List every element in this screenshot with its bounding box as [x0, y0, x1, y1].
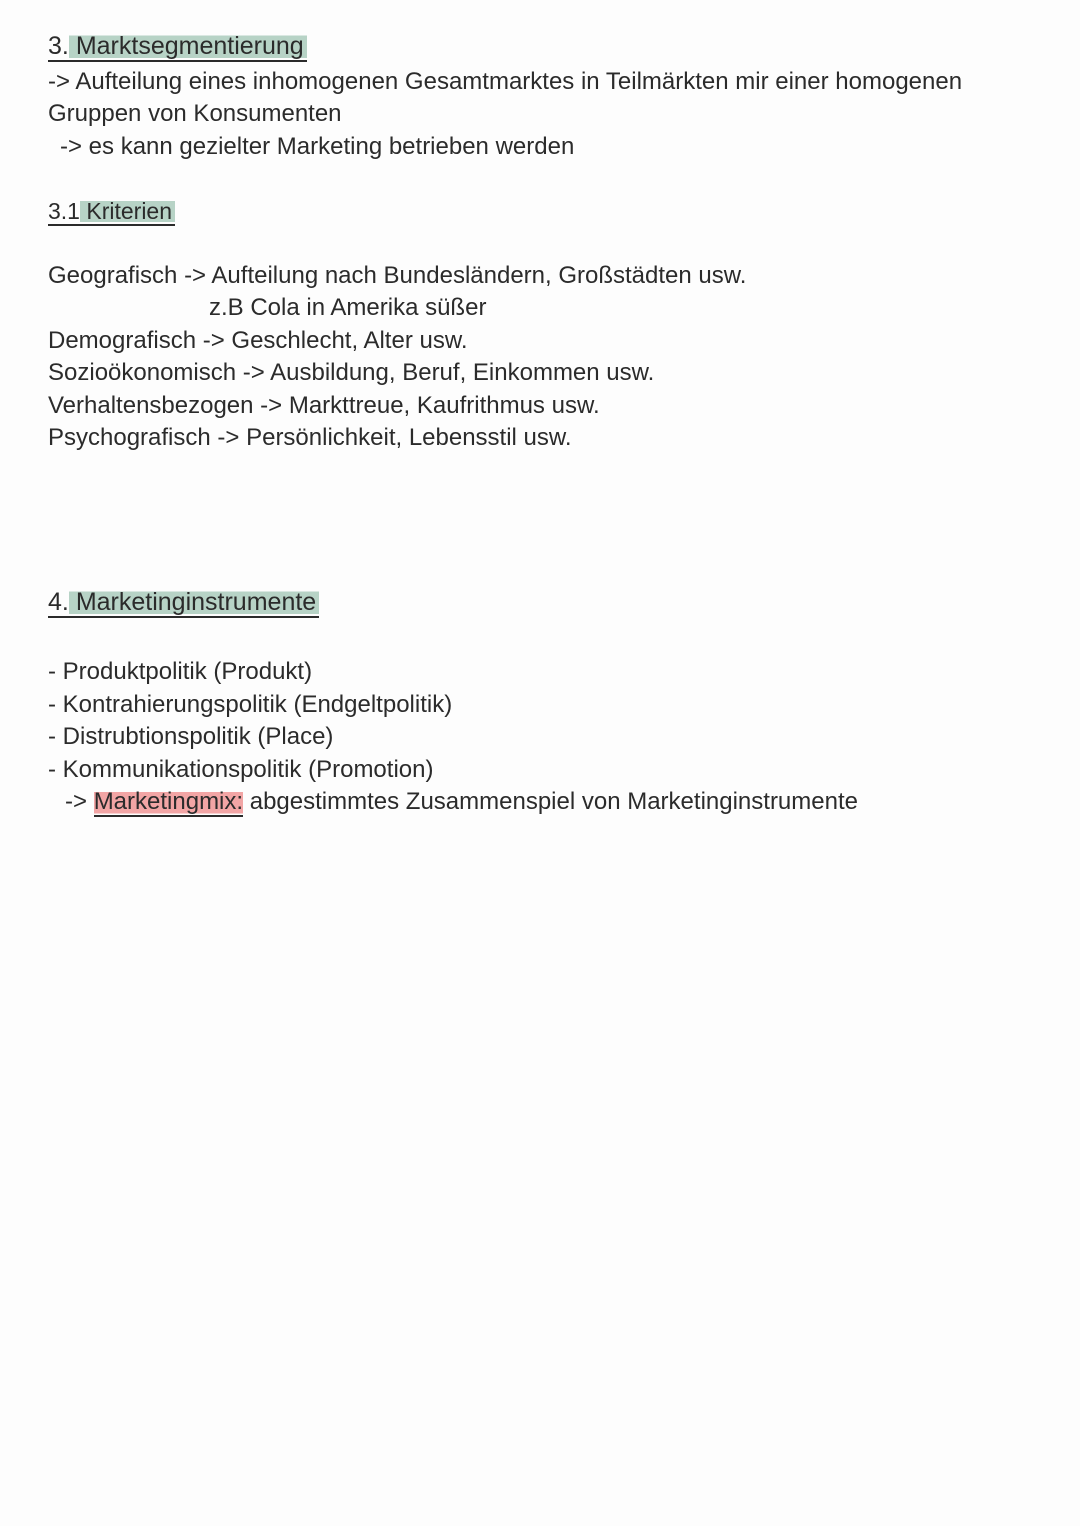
marketingmix-term: Marketingmix: — [93, 788, 244, 815]
section-4-title: Marketinginstrumente — [69, 588, 319, 618]
criterion-geografisch: Geografisch -> Aufteilung nach Bundesländern, Großstädten usw. — [48, 262, 747, 289]
section-3-1-number: 3.1 — [48, 198, 80, 224]
section-4-number: 4. — [48, 588, 69, 616]
instrument-item: - Produktpolitik (Produkt) — [48, 658, 313, 685]
section-3-heading — [48, 30, 307, 62]
marketingmix-definition — [65, 786, 858, 818]
marketingmix-arrow: -> — [65, 788, 88, 815]
instrument-item: - Distrubtionspolitik (Place) — [48, 723, 334, 750]
section-3-1-title: Kriterien — [80, 198, 175, 226]
instrument-item: - Kommunikationspolitik (Promotion) — [48, 756, 434, 783]
section-3-consequence: -> es kann gezielter Marketing betrieben werden — [60, 133, 575, 160]
section-3-number: 3. — [48, 32, 69, 60]
criterion-soziooekonomisch: Sozioökonomisch -> Ausbildung, Beruf, Einkommen usw. — [48, 359, 655, 386]
criterion-psychografisch: Psychografisch -> Persönlichkeit, Lebensstil usw. — [48, 424, 572, 451]
section-4-heading — [48, 586, 319, 618]
marketingmix-text: abgestimmtes Zusammenspiel von Marketinginstrumente — [249, 788, 858, 815]
criterion-verhaltensbezogen: Verhaltensbezogen -> Markttreue, Kaufrithmus usw. — [48, 392, 600, 419]
criterion-demografisch: Demografisch -> Geschlecht, Alter usw. — [48, 327, 468, 354]
section-3-title: Marktsegmentierung — [69, 32, 307, 62]
criterion-geografisch-example: z.B Cola in Amerika süßer — [209, 294, 487, 321]
instrument-item: - Kontrahierungspolitik (Endgeltpolitik) — [48, 691, 453, 718]
section-3-definition-line-2: Gruppen von Konsumenten — [48, 100, 342, 127]
section-3-1-heading — [48, 195, 175, 227]
section-3-definition-line-1: -> Aufteilung eines inhomogenen Gesamtmarktes in Teilmärkten mir einer homogenen — [48, 68, 963, 95]
